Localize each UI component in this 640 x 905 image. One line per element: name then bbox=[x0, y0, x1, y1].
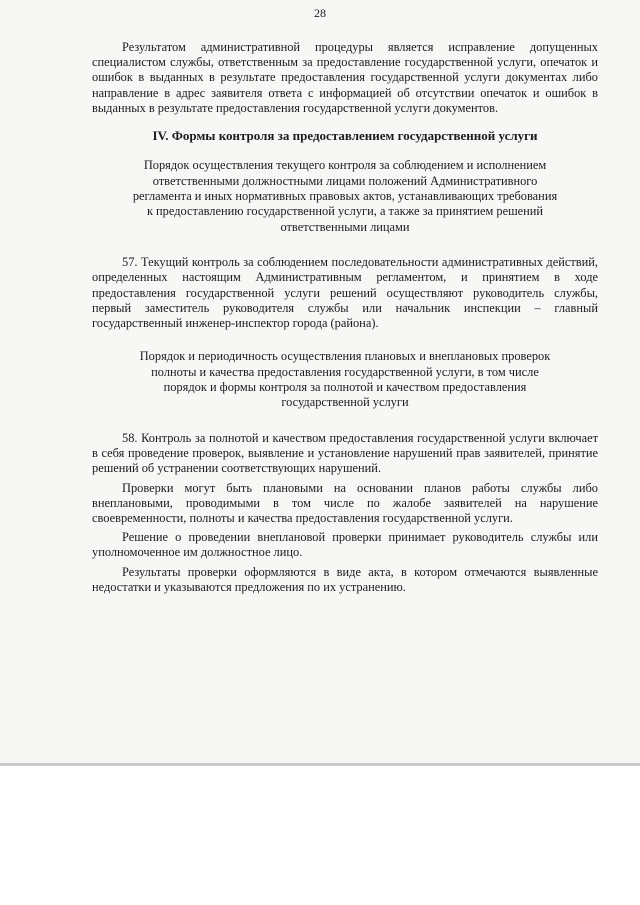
item-57: 57. Текущий контроль за соблюдением последовательности административных действий, определенных настоящим Административным регламентом, и принятием в ходе предоставления государственной услуги решений осуществляют руководитель службы, первый заместитель руководителя службы или начальник инспекции – главный государственный инженер-инспектор города (района). bbox=[92, 255, 598, 331]
paragraph-checks: Проверки могут быть плановыми на основании планов работы службы либо внеплановыми, проводимыми в том числе по жалобе заявителей на нарушение своевременности, полноты и качества предоставления государственной услуги. bbox=[92, 480, 598, 525]
subtitle-inspections: Порядок и периодичность осуществления плановых и внеплановых проверок полноты и качества предоставления государственной услуги, в том числе порядок и формы контроля за полнотой и качеством предоставления государственной услуги bbox=[139, 349, 551, 410]
page-number: 28 bbox=[314, 6, 326, 20]
paragraph-results: Результаты проверки оформляются в виде акта, в котором отмечаются выявленные недостатки и указываются предложения по их устранению. bbox=[92, 564, 598, 594]
paragraph-result: Результатом административной процедуры является исправление допущенных специалистом службы, ответственным за предоставление государственной услуги, опечаток и ошибок в выданных в результате предоставления государственной услуги документах либо направление в адрес заявителя ответа с информацией об отсутствии опечаток и ошибок в выданных в результате предоставления государственной услуги документов. bbox=[92, 40, 598, 115]
paragraph-decision: Решение о проведении внеплановой проверки принимает руководитель службы или уполномоченное им должностное лицо. bbox=[92, 530, 598, 560]
item-58: 58. Контроль за полнотой и качеством предоставления государственной услуги включает в себя проведение проверок, выявление и установление нарушений прав заявителей, принятие решений об устранении соответствующих нарушений. bbox=[92, 430, 598, 476]
subtitle-current-control: Порядок осуществления текущего контроля за соблюдением и исполнением ответственными должностными лицами положений Административного регламента и иных нормативных правовых актов, устанавливающих требования к предоставлению государственной услуги, а также за принятием решений ответственными лицами bbox=[132, 158, 558, 234]
document-body bbox=[92, 40, 598, 595]
section-title: IV. Формы контроля за предоставлением государственной услуги bbox=[152, 128, 538, 144]
